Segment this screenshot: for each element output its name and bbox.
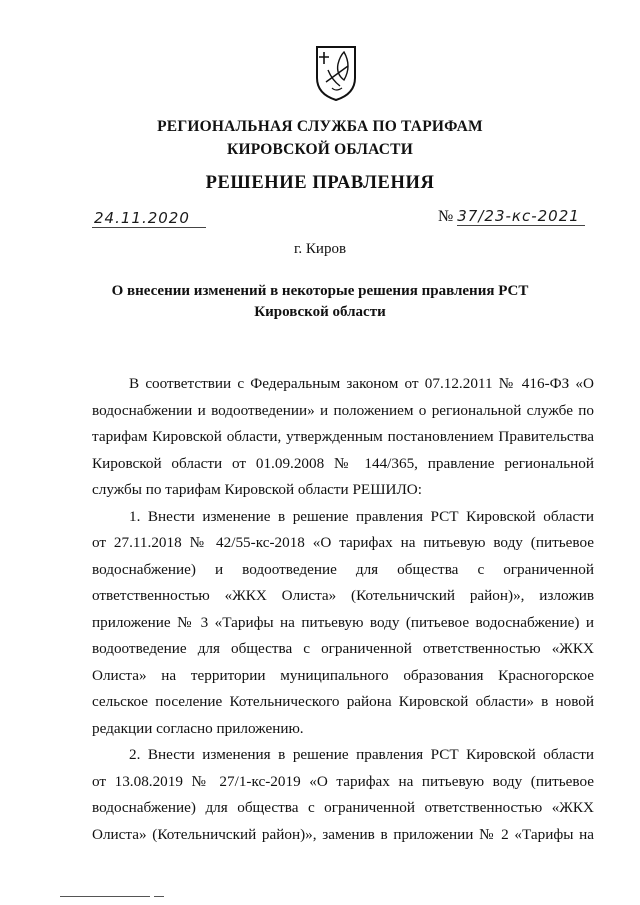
body-line: 1. Внести изменение в решение правления РСТ Кировской области xyxy=(129,507,594,525)
body-line: Олиста» на территории муниципального образования Красногорское xyxy=(92,666,594,684)
subject-line1: О внесении изменений в некоторые решения правления РСТ xyxy=(111,283,529,299)
body-line: от 27.11.2018 № 42/55-кс-2018 «О тарифах на питьевую воду (питьевое xyxy=(92,534,594,551)
body-line: сельское поселение Котельнического района Кировской области» в новой xyxy=(92,693,594,710)
city: г. Киров xyxy=(293,241,347,257)
document-type-title: РЕШЕНИЕ ПРАВЛЕНИЯ xyxy=(205,173,435,193)
body-line: службы по тарифам Кировской области РЕШИЛО: xyxy=(92,481,422,498)
body-line: от 13.08.2019 № 27/1-кс-2019 «О тарифах на питьевую воду (питьевое xyxy=(92,772,594,790)
body-line: водоснабжение) для общества с ограниченной ответственностью «ЖКХ xyxy=(92,799,594,816)
footer-rule-short xyxy=(154,896,164,897)
body-line: ответственностью «ЖКХ Олиста» (Котельничский район)», изложив xyxy=(92,587,594,604)
organization-name-line2: КИРОВСКОЙ ОБЛАСТИ xyxy=(227,141,413,158)
number-sign: № xyxy=(438,208,454,225)
document-number: 37/23-кс-2021 xyxy=(457,207,585,226)
subject-line2: Кировской области xyxy=(254,304,386,320)
footer-rule xyxy=(60,896,150,897)
body-line: водоснабжении и водоотведении» и положением о региональной службе по xyxy=(92,401,594,419)
body-line: Олиста» (Котельничский район)», заменив в приложении № 2 «Тарифы на xyxy=(92,825,594,843)
body-line: Кировской области от 01.09.2008 № 144/365, правление региональной xyxy=(92,454,594,472)
body-line: приложение № 3 «Тарифы на питьевую воду (питьевое водоснабжение) и xyxy=(92,613,594,631)
coat-of-arms-emblem xyxy=(314,44,358,102)
organization-name-line1: РЕГИОНАЛЬНАЯ СЛУЖБА ПО ТАРИФАМ xyxy=(157,118,483,135)
document-body xyxy=(92,371,594,848)
document-date: 24.11.2020 xyxy=(92,209,206,228)
body-line: водоснабжение) и водоотведение для общества с ограниченной xyxy=(92,560,594,578)
body-line: 2. Внести изменения в решение правления РСТ Кировской области xyxy=(129,746,594,763)
body-line: редакции согласно приложению. xyxy=(92,719,304,737)
document-number-block xyxy=(438,207,600,226)
body-line: В соответствии с Федеральным законом от 07.12.2011 № 416-ФЗ «О xyxy=(129,375,594,392)
body-line: тарифам Кировской области, утвержденным постановлением Правительства xyxy=(92,428,594,445)
body-line: водоотведение для общества с ограниченной ответственностью «ЖКХ xyxy=(92,640,594,657)
